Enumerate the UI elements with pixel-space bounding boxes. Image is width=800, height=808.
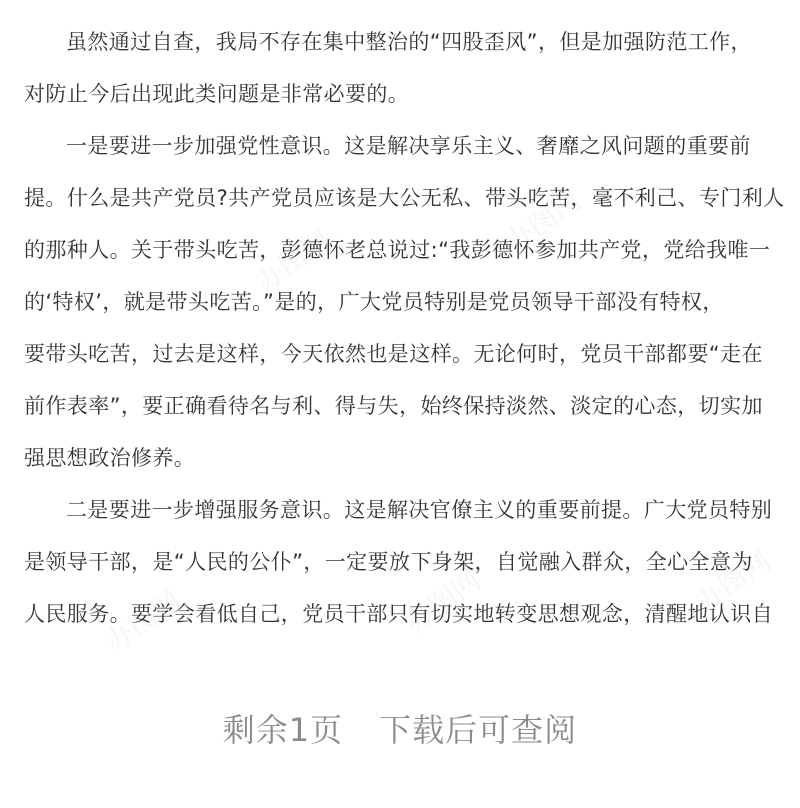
download-to-view-text: 下载后可查阅 — [379, 711, 578, 749]
text-line: 前作表率”，要正确看待名与利、得与失，始终保持淡然、淡定的心态，切实加 — [24, 394, 763, 418]
text-line: 要带头吃苦，过去是这样，今天依然也是这样。无论何时，党员干部都要“走在 — [24, 342, 763, 366]
text-line: 二是要进一步增强服务意识。这是解决官僚主义的重要前提。广大党员特别 — [66, 498, 773, 522]
text-line: 强思想政治修养。 — [24, 446, 196, 470]
document-body — [24, 16, 785, 640]
text-line: 对防止今后出现此类问题是非常必要的。 — [24, 82, 410, 106]
text-line: 虽然通过自查，我局不存在集中整治的“四股歪风”，但是加强防范工作， — [66, 30, 752, 54]
text-line: 人民服务。要学会看低自己，党员干部只有切实地转变思想观念，清醒地认识自 — [24, 602, 773, 626]
text-line: 提。什么是共产党员?共产党员应该是大公无私、带头吃苦，毫不利己、专门利人 — [24, 186, 785, 210]
download-prompt[interactable] — [0, 705, 800, 751]
text-line: 的‘特权’，就是带头吃苦。”是的，广大党员特别是党员领导干部没有特权， — [24, 290, 724, 314]
text-line: 是领导干部，是“人民的公仆”，一定要放下身架，自觉融入群众，全心全意为 — [24, 550, 753, 574]
text-line: 的那种人。关于带头吃苦，彭德怀老总说过:“我彭德怀参加共产党，党给我唯一 — [24, 238, 771, 262]
remaining-pages-text: 剩余1页 — [222, 711, 344, 749]
text-line: 一是要进一步加强党性意识。这是解决享乐主义、奢靡之风问题的重要前 — [66, 134, 751, 158]
